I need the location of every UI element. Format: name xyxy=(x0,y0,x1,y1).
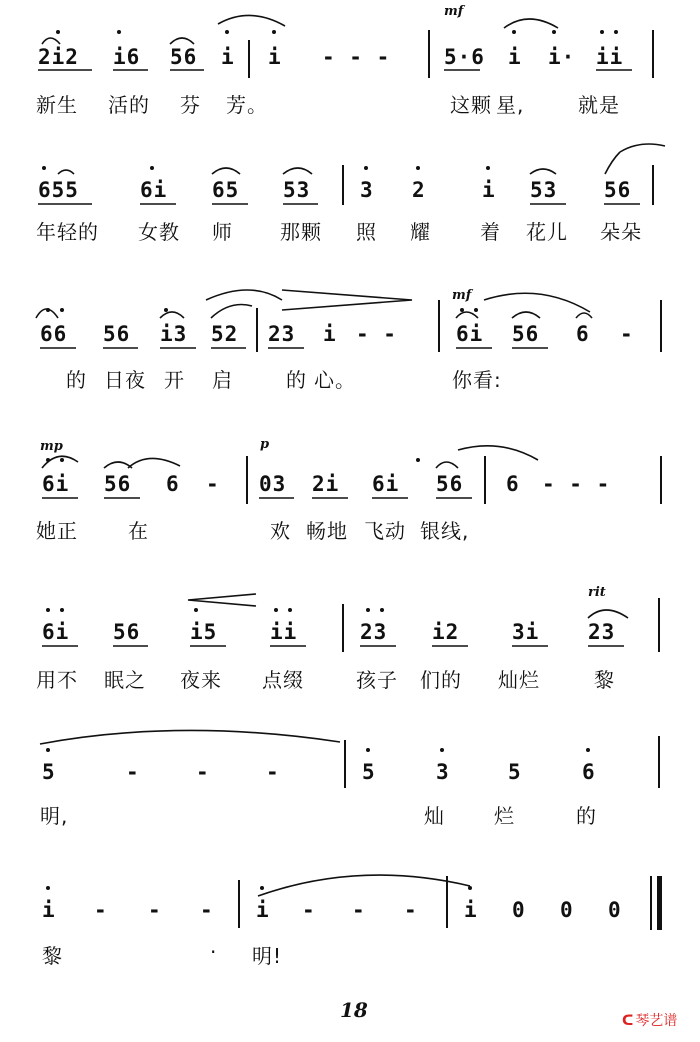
lyric: 年轻的 xyxy=(36,220,99,244)
bar-line xyxy=(660,456,662,504)
note-group: 6i xyxy=(456,322,484,346)
note-group: i2 xyxy=(432,620,460,644)
brand-logo-icon: ᑕ xyxy=(622,1013,634,1029)
bar-line xyxy=(256,308,258,352)
dynamic-mark: rit xyxy=(588,585,606,600)
lyric: 开 xyxy=(164,368,185,392)
note-group: ii xyxy=(596,45,624,69)
lyric: 师 xyxy=(212,220,233,244)
lyric: 芳。 xyxy=(226,93,268,117)
note-group: 3 xyxy=(360,178,374,202)
note-group: 56 xyxy=(113,620,141,644)
lyric: 点缀 xyxy=(262,668,304,692)
note-group: i xyxy=(464,898,478,922)
note-group: - xyxy=(126,760,140,784)
bar-line xyxy=(652,30,654,78)
bar-line xyxy=(344,740,346,788)
lyric: 欢 xyxy=(270,519,291,543)
lyric: 灿烂 xyxy=(498,668,540,692)
note-group: 56 xyxy=(170,45,198,69)
dynamic-mark: mf xyxy=(452,288,472,303)
note-group: - xyxy=(148,898,162,922)
note-group: - xyxy=(302,898,316,922)
note-group: 655 xyxy=(38,178,79,202)
lyric: 明, xyxy=(40,804,69,828)
note-group: 2i xyxy=(312,472,340,496)
note-group: 5·6 xyxy=(444,45,485,69)
lyric: 明! xyxy=(252,944,283,968)
lyric: 黎 xyxy=(594,668,615,692)
bar-line xyxy=(342,165,344,205)
lyric: 新生 xyxy=(36,93,78,117)
lyric: 们的 xyxy=(420,668,462,692)
note-group: 6 xyxy=(166,472,180,496)
note-group: 56 xyxy=(103,322,131,346)
note-group: - - - xyxy=(322,45,391,69)
note-group: - - - xyxy=(542,472,611,496)
note-group: 6i xyxy=(42,620,70,644)
bar-line xyxy=(438,300,440,352)
final-bar-line xyxy=(657,876,662,930)
note-group: i xyxy=(268,45,282,69)
lyric: 烂 xyxy=(494,804,515,828)
note-group: 23 xyxy=(268,322,296,346)
lyric: 花儿 xyxy=(526,220,568,244)
bar-line xyxy=(658,736,660,788)
bar-line xyxy=(650,876,652,930)
note-group: i· xyxy=(548,45,576,69)
note-group: 65 xyxy=(212,178,240,202)
lyric: 这颗 xyxy=(450,93,492,117)
lyric: 的 xyxy=(286,368,307,392)
page-number: 18 xyxy=(340,998,368,1022)
lyric: 的 xyxy=(576,804,597,828)
lyric: 心。 xyxy=(314,368,356,392)
note-group: 6i xyxy=(42,472,70,496)
dynamic-mark: mf xyxy=(444,4,464,19)
note-group: 0 xyxy=(512,898,526,922)
lyric: 女教 xyxy=(138,220,180,244)
note-group: 23 xyxy=(588,620,616,644)
bar-line xyxy=(238,880,240,928)
note-group: 0 xyxy=(560,898,574,922)
lyric: 夜来 xyxy=(180,668,222,692)
lyric: 银线, xyxy=(420,519,470,543)
note-group: i xyxy=(323,322,337,346)
lyric: 芬 xyxy=(180,93,201,117)
note-group: 3 xyxy=(436,760,450,784)
lyric: 星, xyxy=(496,93,525,117)
note-group: 52 xyxy=(211,322,239,346)
bar-line xyxy=(248,40,250,78)
lyric: 畅地 xyxy=(306,519,348,543)
note-group: 6 xyxy=(582,760,596,784)
note-group: 6 xyxy=(506,472,520,496)
note-group: 53 xyxy=(530,178,558,202)
note-group: - xyxy=(620,322,634,346)
bar-line xyxy=(658,598,660,652)
note-group: 23 xyxy=(360,620,388,644)
note-group: 66 xyxy=(40,322,68,346)
lyric: 用不 xyxy=(36,668,78,692)
note-group: i xyxy=(508,45,522,69)
bar-line xyxy=(652,165,654,205)
note-group: 56 xyxy=(604,178,632,202)
note-group: - - xyxy=(356,322,397,346)
lyric: 照 xyxy=(356,220,377,244)
note-group: ii xyxy=(270,620,298,644)
lyric: 在 xyxy=(128,519,149,543)
bar-line xyxy=(246,456,248,504)
note-group: 5 xyxy=(508,760,522,784)
note-group: 5 xyxy=(42,760,56,784)
bar-line xyxy=(484,456,486,504)
lyric: 黎 xyxy=(42,944,63,968)
note-group: - xyxy=(352,898,366,922)
lyric: 着 xyxy=(480,220,501,244)
note-group: i6 xyxy=(113,45,141,69)
bar-line xyxy=(428,30,430,78)
lyric: 日夜 xyxy=(104,368,146,392)
lyric: 飞动 xyxy=(364,519,406,543)
note-group: 2 xyxy=(412,178,426,202)
note-group: i xyxy=(221,45,235,69)
lyric: 耀 xyxy=(410,220,431,244)
note-group: - xyxy=(266,760,280,784)
lyric: 活的 xyxy=(108,93,150,117)
note-group: i3 xyxy=(160,322,188,346)
note-group: 56 xyxy=(512,322,540,346)
note-group: 6 xyxy=(576,322,590,346)
note-group: 53 xyxy=(283,178,311,202)
lyric: 孩子 xyxy=(356,668,398,692)
watermark-text: 琴艺谱 xyxy=(635,1013,678,1029)
note-group: i xyxy=(42,898,56,922)
bar-line xyxy=(446,876,448,928)
lyric: 那颗 xyxy=(280,220,322,244)
note-group: - xyxy=(200,898,214,922)
dynamic-mark: p xyxy=(260,437,270,452)
lyric: 启 xyxy=(212,368,233,392)
note-group: 3i xyxy=(512,620,540,644)
note-group: i xyxy=(482,178,496,202)
lyric: 她正 xyxy=(36,519,78,543)
note-group: 03 xyxy=(259,472,287,496)
lyric: 眠之 xyxy=(104,668,146,692)
lyric: 灿 xyxy=(424,804,445,828)
note-group: - xyxy=(94,898,108,922)
note-group: - xyxy=(196,760,210,784)
note-group: - xyxy=(404,898,418,922)
dynamic-mark: mp xyxy=(40,439,63,454)
watermark xyxy=(622,1010,677,1030)
bar-line xyxy=(342,604,344,652)
lyric: · xyxy=(210,940,218,964)
bar-line xyxy=(660,300,662,352)
note-group: - xyxy=(206,472,220,496)
note-group: 5 xyxy=(362,760,376,784)
note-group: 0 xyxy=(608,898,622,922)
note-group: i5 xyxy=(190,620,218,644)
note-group: 2i2 xyxy=(38,45,79,69)
lyric: 的 xyxy=(66,368,87,392)
note-group: 6i xyxy=(372,472,400,496)
lyric: 就是 xyxy=(578,93,620,117)
note-group: i xyxy=(256,898,270,922)
note-group: 56 xyxy=(436,472,464,496)
note-group: 6i xyxy=(140,178,168,202)
note-group: 56 xyxy=(104,472,132,496)
lyric: 你看: xyxy=(452,368,502,392)
lyric: 朵朵 xyxy=(600,220,642,244)
